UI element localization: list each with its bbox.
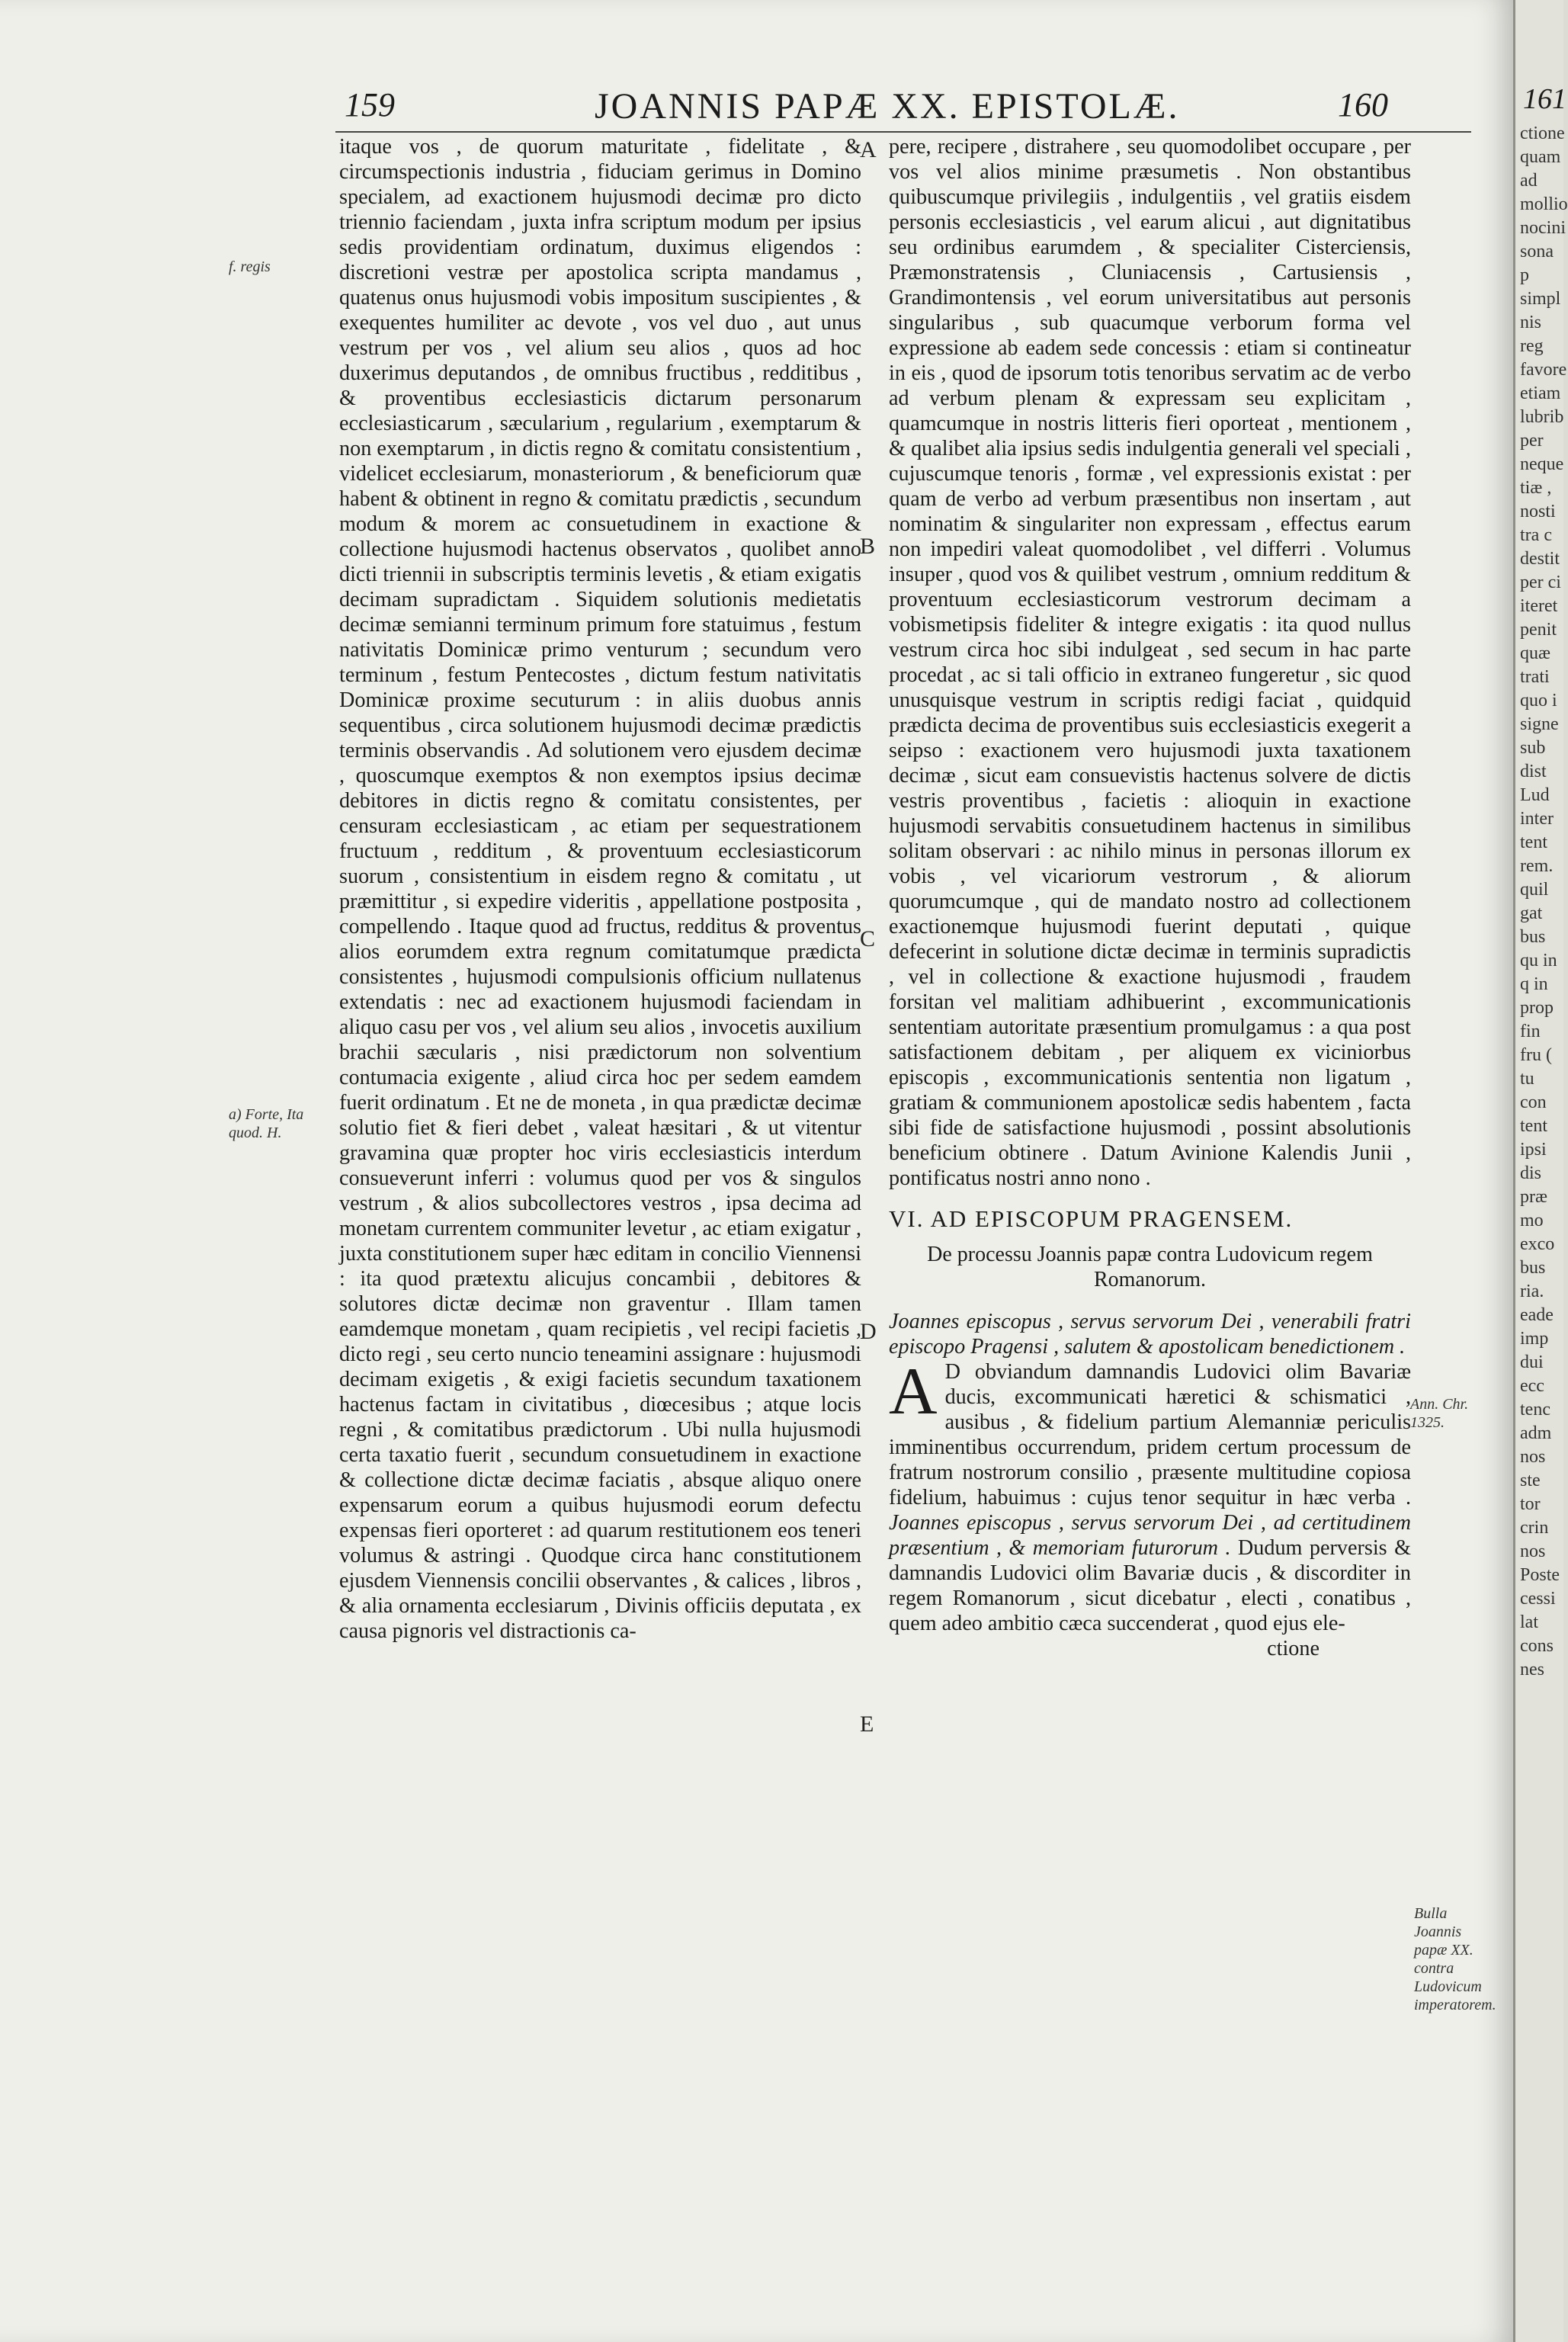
section-subtitle: De processu Joannis papæ contra Ludovicum regem Romanorum. — [927, 1243, 1373, 1291]
margin-note-anno: Ann. Chr. 1325. — [1410, 1396, 1469, 1431]
right-column-text-2: D obviandum damnandis Ludovici olim Bavariæ ducis, excommunicati hæretici & schismatici , ausibus , & fidelium partium Alemanniæ periculis imminentibus occurrendum, pridem certum processum de fratrum nostrorum consilio , præsente multitudine copiosa fidelium, habuimus : cujus tenor sequitur in hæc verba . — [889, 1360, 1411, 1509]
next-page-edge — [1513, 0, 1568, 2342]
right-page-number: 160 — [1338, 86, 1388, 124]
left-page-number: 159 — [345, 86, 395, 124]
drop-cap-initial: A — [889, 1355, 938, 1429]
margin-note-regis: f. regis — [229, 258, 271, 275]
right-column-text-4: Dudum perversis & damnandis Ludovici olim Bavariæ ducis , & discorditer in regem Romanorum , sicut dicebatur , electi , conatibus , quem adeo ambitio cæca succenderat , quod ejus ele- — [889, 1536, 1411, 1635]
section-letter-a: A — [860, 137, 877, 162]
section-letter-b: B — [860, 534, 876, 559]
catchword: ctione — [1267, 1637, 1319, 1660]
section-letter-e: E — [860, 1712, 874, 1737]
margin-note-bulla: Bulla Joannis papæ XX. contra Ludovicum imperatorem. — [1414, 1905, 1496, 2013]
section-letter-d: D — [860, 1319, 877, 1344]
section-heading: VI. AD EPISCOPUM PRAGENSEM. — [889, 1205, 1294, 1232]
left-column — [339, 134, 861, 1644]
bulla-opening: Joannes episcopus , servus servorum Dei , ad certitudinem præsentium , & memoriam futurorum . — [889, 1511, 1411, 1560]
salutation: Joannes episcopus , servus servorum Dei , venerabili fratri episcopo Pragensi , salutem & apostolicam benedictionem . — [889, 1310, 1411, 1359]
next-page-number: 161 — [1523, 83, 1566, 115]
right-column-text-1: pere, recipere , distrahere , seu quomodolibet occupare , per vos vel alios minime præsumetis . Non obstantibus quibuscumque privilegiis , indulgentiis , vel gratiis eisdem personis ecclesiasticis , vel earum alicui , aut dignitatibus seu ordinibus earumdem , & specialiter Cisterciensis, Præmonstratensis , Cluniacensis , Cartusiensis , Grandimontensis , vel eorum universitatibus aut personis singularibus , sub quacumque verborum forma vel expressione ab eadem sede concessis : etiam si contineatur in eis , quod de ipsorum totis tenoribus servatim ac de verbo ad verbum plenam & expressam seu explicitam , quamcumque in nostris litteris fieri oporteat , mentionem , & qualibet alia ipsius sedis indulgentia generali vel speciali , cujuscumque tenoris , formæ , vel expressionis existat : per quam de verbo ad verbum præsentibus non insertam , aut nominatim & singulariter non expressam , effectus earum non impediri valeat quomodolibet , vel differri . Volumus insuper , quod vos & quilibet vestrum , omnium redditum & proventuum ecclesiasticorum vestrorum decimam a vobismetipsis fideliter & integre exigatis : ita quod nullus vestrum circa hoc sibi indulgeat , sed secum in hac parte procedat , ac si tali officio in extraneo fungeretur , sic quod unusquisque vestrum in scriptis redigi faciat , quidquid prædicta decima de proventibus suis ecclesiasticis exegerit a seipso : exactionem vero hujusmodi juxta taxationem decimæ , sicut eam consuevistis hactenus solvere de dictis vestris proventibus , facietis : alioquin in exactione hujusmodi servabitis consuetudinem hactenus in similibus solitam observari : ac nihilo minus in personas illorum ex vobis , vel vicariorum vestrorum , & aliorum quorumcumque , qui de mandato nostro ad collectionem exactionemque hujusmodi fuerint deputati , quique defecerint in solutione dictæ decimæ in terminis supradictis , vel in collectione & exactione hujusmodi , fraudem forsitan vel malitiam adhibuerint , excommunicationis sententiam autoritate præsentium promulgamus : a qua post satisfactionem debitam , per aliquem ex viciniorbus episcopis , excommunicationis sententia non ligatum , gratiam & communionem apostolicæ sedis habentem , facta sibi fide de satisfactione hujusmodi , possint absolutionis beneficium obtinere . Datum Avinione Kalendis Junii , pontificatus nostri anno nono . — [889, 135, 1411, 1190]
right-column — [889, 134, 1411, 1661]
next-page-fragment: ctione quam ad mollio nocini sona p simpl nis reg favore etiam lubrib per neque tiæ , nosti tra c destit per ci iteret penit quæ trati quo i signe sub dist Lud inter tent rem. quil gat bus qu in q in prop fin fru ( tu con tent ipsi dis præ mo exco bus ria. eade imp dui ecc tenc adm nos ste tor crin nos Poste cessi lat cons nes — [1520, 124, 1568, 1680]
section-letter-c: C — [860, 926, 876, 951]
left-column-text: itaque vos , de quorum maturitate , fidelitate , & circumspectionis industria , fiduciam gerimus in Domino specialem, ad exactionem hujusmodi decimæ pro dicto triennio faciendam , juxta infra scriptum modum per ipsius sedis providentiam ordinatum, duximus eligendos : discretioni vestræ per apostolica scripta mandamus , quatenus onus hujusmodi vobis impositum suscipientes , & exequentes humiliter ac devote , vos vel duo , aut unus vestrum per vos , vel alium seu alios , quos ad hoc duxerimus deputandos , de omnibus fructibus , redditibus , & proventibus ecclesiasticis dictarum personarum ecclesiasticarum , sæcularium , regularium , exemptarum & non exemptarum , in dictis regno & comitatu consistentium , videlicet ecclesiarum, monasteriorum , & beneficiorum quæ habent & obtinent in regno & comitatu prædictis , secundum modum & morem ac consuetudinem in exactione & collectione hujusmodi hactenus observatos , quolibet anno dicti triennii in subscriptis terminis levetis , & etiam exigatis decimam supradictam . Siquidem solutionis medietatis decimæ semianni terminum primum fore statuimus , festum nativitatis Dominicæ primo venturum ; secundum vero terminum , festum Pentecostes , dictum festum nativitatis Dominicæ proxime secuturum : in aliis duobus annis sequentibus , circa solutionem hujusmodi decimæ prædictis terminis observandis . Ad solutionem vero ejusdem decimæ , quoscumque exemptos & non exemptos ipsius decimæ debitores in dictis regno & comitatu consistentes, per censuram ecclesiasticam , ac etiam per sequestrationem fructuum , redditum , & proventuum ecclesiasticorum suorum , consistentium in eisdem regno & comitatu , ut præmittitur , si expedire videritis , appellatione postposita , compellendo . Itaque quod ad fructus, redditus & proventus alios eorumdem extra regnum comitatumque prædicta consistentes , hujusmodi compulsionis officium nullatenus extendatis : nec ad exactionem hujusmodi faciendam in aliquo casu per vos , vel alium seu alios , invocetis auxilium brachii sæcularis , nisi prædictorum non solventium contumacia exigente , aliud circa hoc per sedem eamdem fuerit ordinatum . Et ne de moneta , in qua prædictæ decimæ solutio fiet & fieri debet , valeat hæsitari , & ut vitentur gravamina quæ propter hoc viris ecclesiasticis interdum consueverunt inferri : volumus quod per vos & singulos vestrum , & alios subcollectores vestros , ipsa decima ad monetam currentem communiter levetur , ac etiam exigatur , juxta constitutionem super hæc editam in concilio Viennensi : ita quod prætextu alicujus concambii , debitores & solutores dictæ decimæ non graventur . Illam tamen eamdemque monetam , quam recipietis , vel recipi facietis , dicto regi , seu certo nuncio teneamini assignare : hujusmodi decimam exigetis , & exigi facietis secundum taxationem hactenus factam in civitatibus , diœcesibus ; atque locis regni , & comitatibus prædictorum . Ubi nulla hujusmodi certa taxatio fuerit , secundum consuetudinem in exactione & collectione dictæ decimæ faciatis , absque aliquo onere expensarum eorum a quibus hujusmodi eorum defectu expensas fieri oporteret : ad quarum restitutionem eos teneri volumus & astringi . Quodque circa hanc constitutionem ejusdem Viennensis concilii observantes , & calices , libros , & alia ornamenta ecclesiarum , Divinis officiis deputata , ex causa pignoris vel distractionis ca- — [339, 135, 861, 1643]
header-rule — [335, 131, 1471, 133]
running-title: JOANNIS PAPÆ XX. EPISTOLÆ. — [595, 86, 1180, 127]
margin-note-forte: a) Forte, Ita quod. H. — [229, 1106, 304, 1141]
